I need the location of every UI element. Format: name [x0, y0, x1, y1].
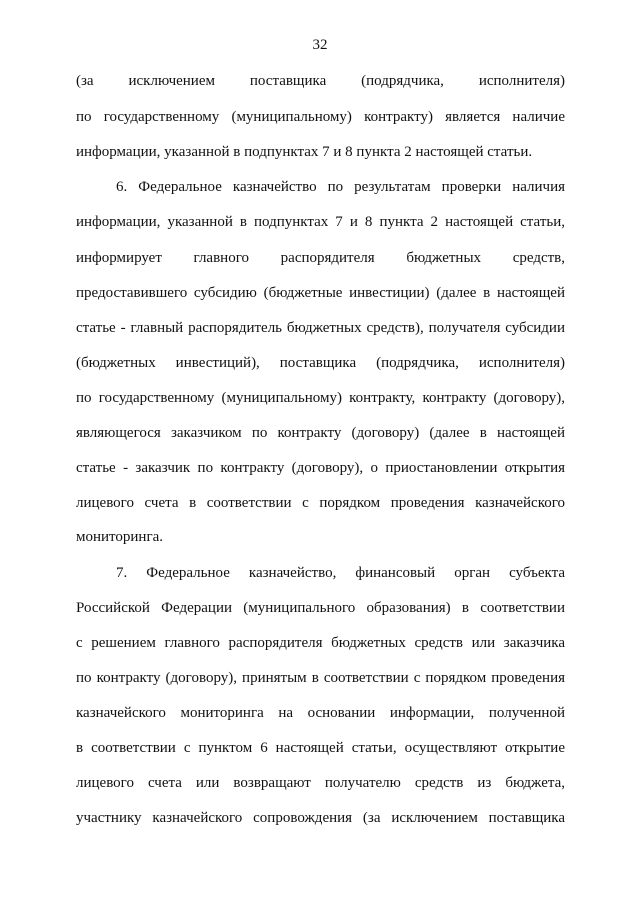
text-line: лицевого счета в соответствии с порядком проведения казначейского — [76, 495, 565, 511]
text-line: по государственному (муниципальному) контракту) является наличие — [76, 109, 565, 125]
text-line: по государственному (муниципальному) контракту, контракту (договору), — [76, 390, 565, 406]
text-line: (бюджетных инвестиций), поставщика (подрядчика, исполнителя) — [76, 355, 565, 371]
text-line: в соответствии с пунктом 6 настоящей статьи, осуществляют открытие — [76, 740, 565, 756]
text-line: участнику казначейского сопровождения (за исключением поставщика — [76, 810, 565, 826]
text-line: предоставившего субсидию (бюджетные инвестиции) (далее в настоящей — [76, 285, 565, 301]
text-line: Российской Федерации (муниципального образования) в соответствии — [76, 600, 565, 616]
text-line: лицевого счета или возвращают получателю средств из бюджета, — [76, 775, 565, 791]
text-line: по контракту (договору), принятым в соответствии с порядком проведения — [76, 670, 565, 686]
paragraph-6-start: 6. Федеральное казначейство по результатам проверки наличия — [116, 179, 565, 195]
text-line: казначейского мониторинга на основании информации, полученной — [76, 705, 565, 721]
text-line: являющегося заказчиком по контракту (договору) (далее в настоящей — [76, 425, 565, 441]
text-line: с решением главного распорядителя бюджетных средств или заказчика — [76, 635, 565, 651]
text-line: информации, указанной в подпунктах 7 и 8 пункта 2 настоящей статьи, — [76, 214, 565, 230]
text-line: информации, указанной в подпунктах 7 и 8 пункта 2 настоящей статьи. — [76, 144, 533, 160]
text-line: статье - главный распорядитель бюджетных средств), получателя субсидии — [76, 320, 565, 336]
text-line: (за исключением поставщика (подрядчика, исполнителя) — [76, 73, 565, 89]
text-line: статье - заказчик по контракту (договору), о приостановлении открытия — [76, 460, 565, 476]
text-line: мониторинга. — [76, 529, 164, 545]
paragraph-7-start: 7. Федеральное казначейство, финансовый орган субъекта — [116, 565, 565, 581]
page-number: 32 — [312, 37, 328, 53]
text-line: информирует главного распорядителя бюджетных средств, — [76, 250, 565, 266]
